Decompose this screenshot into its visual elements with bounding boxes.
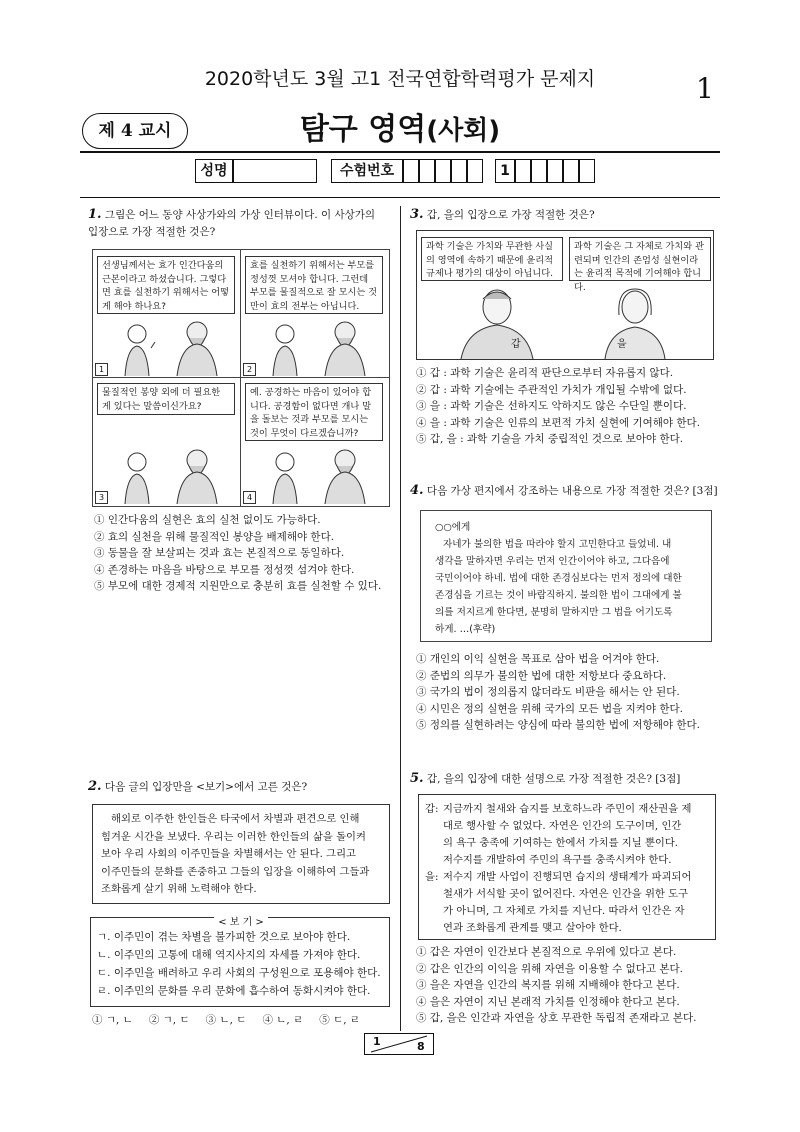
question-5 xyxy=(410,770,730,788)
passage-line: 이주민들의 문화를 존중하고 그들의 입장을 이해하여 그들과 xyxy=(101,865,370,878)
subject-paren: (사회) xyxy=(426,116,501,146)
interview-illustration xyxy=(97,316,237,376)
choice-3[interactable]: ③ 을 : 과학 기술은 선하지도 악하지도 않은 수단일 뿐이다. xyxy=(416,400,687,412)
subject-title xyxy=(0,104,800,148)
choice-2[interactable]: ② 효의 실천을 위해 물질적인 봉양을 배제해야 한다. xyxy=(94,530,335,543)
dialogue-box xyxy=(418,794,716,940)
question-stem: 다음 글의 입장만을 <보기>에서 고른 것은? xyxy=(104,781,308,793)
question-3 xyxy=(410,206,720,224)
choices-q3 xyxy=(416,365,700,448)
passage-box xyxy=(92,804,390,904)
panel-number: 1 xyxy=(95,363,108,376)
id-row xyxy=(195,159,595,183)
interview-illustration xyxy=(97,444,237,504)
question-number: 3. xyxy=(410,207,424,222)
period-badge: 제 4 교시 xyxy=(82,113,188,149)
question-2 xyxy=(88,778,394,796)
choice-2[interactable]: ② ㄱ, ㄷ xyxy=(148,1014,190,1026)
bogi-item: ㄹ. 이주민의 문화를 우리 문화에 흡수하여 동화시켜야 한다. xyxy=(97,985,371,997)
choice-3[interactable]: ③ 국가의 법이 정의롭지 않더라도 비판을 해서는 안 된다. xyxy=(416,686,680,698)
question-number: 2. xyxy=(88,779,102,794)
question-number: 1. xyxy=(88,207,102,222)
speaker-label-gap: 갑 xyxy=(511,339,521,350)
choice-1[interactable]: ① 인간다움의 실현은 효의 실천 없이도 가능하다. xyxy=(94,514,321,526)
name-label: 성명 xyxy=(195,159,233,183)
comic-strip xyxy=(92,249,390,507)
passage-line: 조화롭게 살기 위해 노력해야 한다. xyxy=(101,883,257,895)
question-stem: 입장으로 가장 적절한 것은? xyxy=(88,226,216,238)
exam-title: 2020학년도 3월 고1 전국연합학력평가 문제지 xyxy=(204,68,596,90)
choice-4[interactable]: ④ 존경하는 마음을 바탕으로 부모를 정성껏 섬겨야 한다. xyxy=(94,563,355,576)
choice-5[interactable]: ⑤ 부모에 대한 경제적 지원만으로 충분히 효를 실천할 수 있다. xyxy=(94,580,382,592)
page-number: 1 xyxy=(696,72,714,105)
current-page: 1 xyxy=(373,1035,381,1048)
speech-bubble: 효를 실천하기 위해서는 부모를 정성껏 모셔야 합니다. 그런데 부모를 물질적으로 잘 모시는 것만이 효의 전부는 아닙니다. xyxy=(245,256,383,314)
choice-5[interactable]: ⑤ 갑, 을 : 과학 기술을 가치 중립적인 것으로 보아야 한다. xyxy=(416,433,684,445)
id-digit-box[interactable] xyxy=(403,159,419,183)
question-stem: 갑, 을의 입장에 대한 설명으로 가장 적절한 것은? [3점] xyxy=(426,773,681,785)
choice-1[interactable]: ① 개인의 이익 실현을 목표로 삼아 법을 어겨야 한다. xyxy=(416,653,660,665)
choice-5[interactable]: ⑤ ㄷ, ㄹ xyxy=(319,1014,361,1026)
id-digit-box[interactable] xyxy=(515,159,531,183)
name-field[interactable] xyxy=(233,159,317,183)
choice-1[interactable]: ① 갑은 자연이 인간보다 본질적으로 우위에 있다고 본다. xyxy=(416,946,677,958)
choice-5[interactable]: ⑤ 갑, 을은 인간과 자연을 상호 무관한 독립적 존재라고 본다. xyxy=(416,1012,697,1024)
choice-2[interactable]: ② 갑은 인간의 이익을 위해 자연을 이용할 수 없다고 본다. xyxy=(416,962,684,975)
choice-3[interactable]: ③ 을은 자연을 인간의 복지를 위해 지배해야 한다고 본다. xyxy=(416,979,680,991)
letter-line: 존경심을 기르는 것이 바람직하지. 불의한 법이 그대에게 불 xyxy=(435,590,682,601)
passage-line: 보아 우리 사회의 이주민들을 차별해서는 안 된다. 그리고 xyxy=(101,848,356,860)
dialogue-line: 지금까지 철새와 습지를 보호하느라 주민이 재산권을 제 xyxy=(443,803,692,815)
dialogue-line: 의 욕구 충족에 기여하는 한에서 가치를 지닐 뿐이다. xyxy=(443,837,679,849)
speech-bubble: 예. 공경하는 마음이 있어야 합니다. 공경함이 없다면 개나 말을 돌보는 것과 부모를 모시는 것이 무엇이 다르겠습니까? xyxy=(245,383,383,441)
choices-q4 xyxy=(416,651,700,734)
letter-line: 하게. …(후략) xyxy=(435,624,496,635)
id-fixed-digit: 1 xyxy=(495,159,515,183)
dialogue-line: 대로 행사할 수 없었다. 자연은 인간의 도구이며, 인간 xyxy=(443,820,682,832)
interview-illustration xyxy=(245,316,385,376)
letter-scroll xyxy=(420,510,712,642)
panel-number: 2 xyxy=(243,363,256,376)
dialogue-line: 저수지 개발 사업이 진행되면 습지의 생태계가 파괴되어 xyxy=(443,871,692,883)
choice-4[interactable]: ④ ㄴ, ㄹ xyxy=(262,1014,304,1026)
question-stem: 갑, 을의 입장으로 가장 적절한 것은? xyxy=(426,209,595,221)
choice-4[interactable]: ④ 을은 자연이 지닌 본래적 가치를 인정해야 한다고 본다. xyxy=(416,995,680,1008)
bogi-title: < 보 기 > xyxy=(214,917,268,928)
section-rule xyxy=(80,197,720,198)
question-stem: 다음 가상 편지에서 강조하는 내용으로 가장 적절한 것은? [3점] xyxy=(426,485,718,497)
dialogue-figure xyxy=(416,230,714,360)
id-digit-box[interactable] xyxy=(531,159,547,183)
choices-q1 xyxy=(94,512,381,595)
column-divider xyxy=(400,206,401,1031)
choices-q5 xyxy=(416,944,697,1027)
passage-line: 해외로 이주한 한인들은 타국에서 차별과 편견으로 인해 xyxy=(111,813,360,825)
bogi-item: ㄱ. 이주민이 겪는 차별을 불가피한 것으로 보아야 한다. xyxy=(97,931,351,943)
panel-number: 3 xyxy=(95,491,108,504)
speech-bubble: 선생님께서는 효가 인간다움의 근본이라고 하셨습니다. 그렇다면 효를 실천하기 위해서는 어떻게 해야 하나요? xyxy=(97,256,235,314)
id-digit-box[interactable] xyxy=(579,159,595,183)
passage-line: 힘겨운 시간을 보냈다. 우리는 이러한 한인들의 삶을 돌이켜 xyxy=(101,830,366,843)
choices-q2 xyxy=(92,1012,360,1027)
id-digit-box[interactable] xyxy=(451,159,467,183)
id-digit-box[interactable] xyxy=(435,159,451,183)
id-digit-box[interactable] xyxy=(547,159,563,183)
question-number: 5. xyxy=(410,771,424,786)
dialogue-line: 저수지를 개발하여 주민의 욕구를 충족시켜야 한다. xyxy=(443,854,672,866)
choice-3[interactable]: ③ ㄴ, ㄷ xyxy=(205,1014,247,1026)
id-digit-box[interactable] xyxy=(419,159,435,183)
speaker-label-gap: 갑: xyxy=(425,803,439,815)
letter-line: 의를 저지르게 한다면, 분명히 말하지만 그 법을 어기도록 xyxy=(435,607,673,618)
page-indicator xyxy=(364,1033,434,1055)
choice-1[interactable]: ① ㄱ, ㄴ xyxy=(92,1014,133,1026)
letter-line: 생각을 말하자면 우리는 먼저 인간이어야 하고, 그다음에 xyxy=(435,556,670,567)
panel-number: 4 xyxy=(243,491,256,504)
choice-4[interactable]: ④ 을 : 과학 기술은 인류의 보편적 가치 실현에 기여해야 한다. xyxy=(416,416,701,429)
question-1 xyxy=(88,206,394,241)
speakers-illustration xyxy=(421,285,711,359)
speaker-label-eul: 을 xyxy=(617,339,627,350)
header-rule xyxy=(80,151,720,153)
total-pages: 8 xyxy=(417,1040,425,1053)
choice-1[interactable]: ① 갑 : 과학 기술은 윤리적 판단으로부터 자유롭지 않다. xyxy=(416,367,674,379)
id-label: 수험번호 xyxy=(331,159,403,183)
choice-4[interactable]: ④ 시민은 정의 실현을 위해 국가의 모든 법을 지켜야 한다. xyxy=(416,702,684,715)
letter-line: 자네가 불의한 법을 따라야 할지 고민한다고 들었네. 내 xyxy=(443,539,672,550)
choice-2[interactable]: ② 준법의 의무가 불의한 법에 대한 저항보다 중요하다. xyxy=(416,669,667,682)
letter-recipient: ○○에게 xyxy=(435,522,471,533)
dialogue-line: 연과 조화롭게 관계를 맺고 살아야 한다. xyxy=(443,922,622,934)
question-number: 4. xyxy=(410,483,424,498)
choice-3[interactable]: ③ 동물을 잘 보살피는 것과 효는 본질적으로 동일하다. xyxy=(94,547,345,559)
question-4 xyxy=(410,482,730,500)
dialogue-line: 철새가 서식할 곳이 없어진다. 자연은 인간을 위한 도구 xyxy=(443,888,689,900)
speech-bubble: 물질적인 봉양 외에 더 필요한 게 있다는 말씀이신가요? xyxy=(97,383,235,415)
id-digit-box[interactable] xyxy=(467,159,483,183)
letter-line: 국민이어야 하네. 법에 대한 존경심보다는 먼저 정의에 대한 xyxy=(435,573,682,584)
speech-bubble-eul: 과학 기술은 그 자체로 가치와 관련되며 인간의 존엄성 실현이라는 윤리적 목적에 기여해야 합니다. xyxy=(569,237,711,281)
bogi-item: ㄷ. 이주민을 배려하고 우리 사회의 구성원으로 포용해야 한다. xyxy=(97,967,381,979)
bogi-box xyxy=(90,917,390,1007)
speaker-label-eul: 을: xyxy=(425,871,439,883)
id-digit-box[interactable] xyxy=(563,159,579,183)
subject-main: 탐구 영역 xyxy=(299,112,427,147)
choice-5[interactable]: ⑤ 정의를 실현하려는 양심에 따라 불의한 법에 저항해야 한다. xyxy=(416,719,700,731)
interview-illustration xyxy=(245,444,385,504)
dialogue-line: 가 아니며, 그 자체로 가치를 지닌다. 따라서 인간은 자 xyxy=(443,905,685,917)
question-stem: 그림은 어느 동양 사상가와의 가상 인터뷰이다. 이 사상가의 xyxy=(104,209,376,221)
bogi-item: ㄴ. 이주민의 고통에 대해 역지사지의 자세를 가져야 한다. xyxy=(97,949,361,961)
choice-2[interactable]: ② 갑 : 과학 기술에는 주관적인 가치가 개입될 수밖에 없다. xyxy=(416,383,687,396)
speech-bubble-gap: 과학 기술은 가치와 무관한 사실의 영역에 속하기 때문에 윤리적 규제나 평가의 대상이 아닙니다. xyxy=(421,237,563,281)
